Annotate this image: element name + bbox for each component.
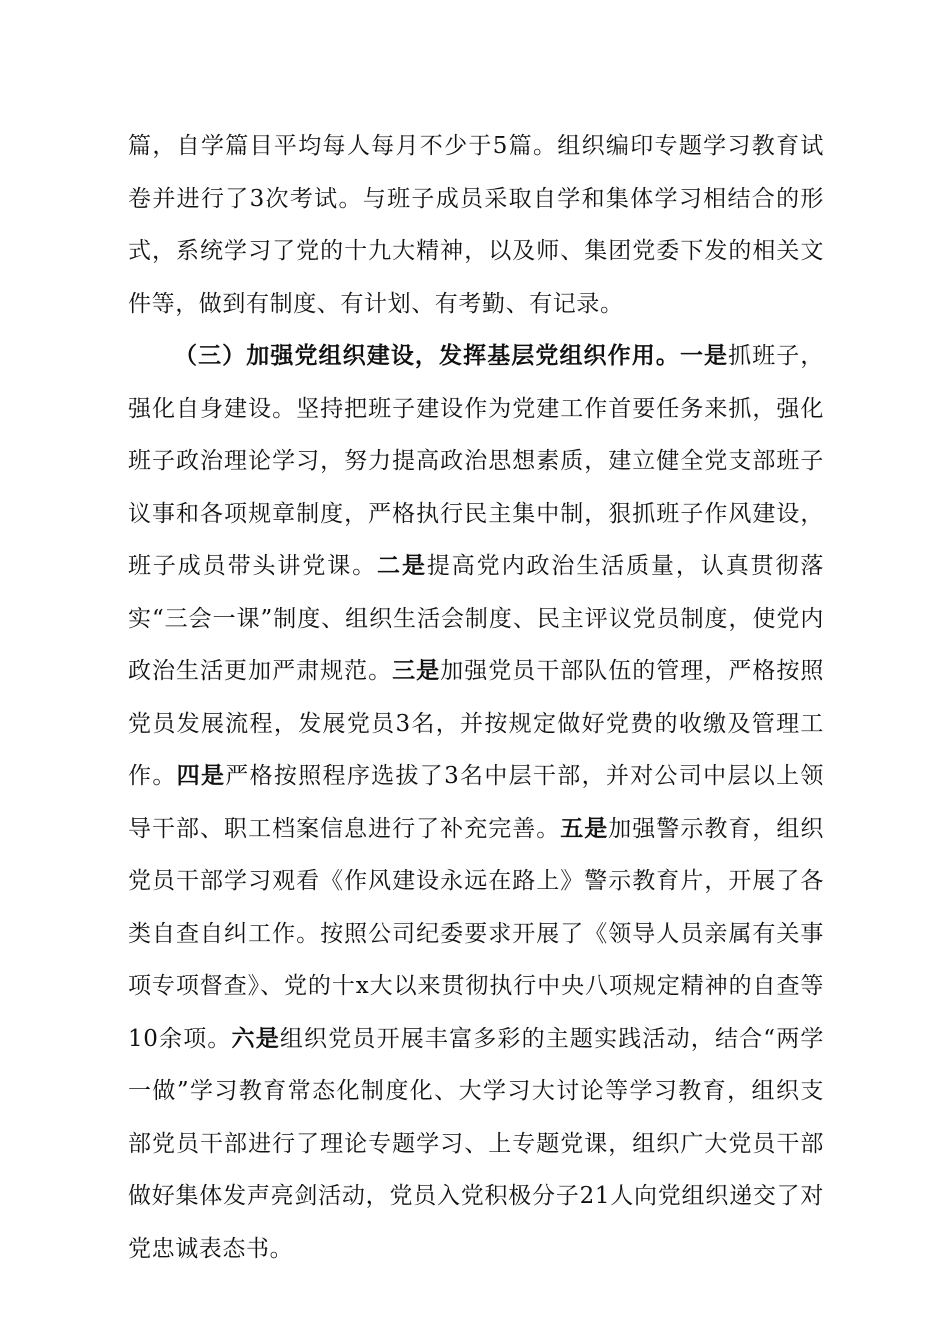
item-text-3: 加强党员干部队伍的管理，严格按照党员发展流程，发展党员3名，并按规定做好党费的收缴及管理工作。 <box>128 658 824 789</box>
section-heading: （三）加强党组织建设，发挥基层党组织作用。 <box>174 342 680 369</box>
item-marker-4: 四是 <box>176 762 226 789</box>
item-text-6: 组织党员开展丰富多彩的主题实践活动，结合“两学一做”学习教育常态化制度化、大学习大讨论等学习教育，组织支部党员干部进行了理论专题学习、上专题党课，组织广大党员干部做好集体发声亮剑活动，党员入党积极分子21人向党组织递交了对党忠诚表态书。 <box>128 1025 824 1262</box>
item-marker-2: 二是 <box>377 552 427 579</box>
document-body <box>128 120 824 1275</box>
item-marker-3: 三是 <box>392 657 441 684</box>
item-text-4: 严格按照程序选拔了3名中层干部，并对公司中层以上领导干部、职工档案信息进行了补充完善。 <box>128 763 825 842</box>
paragraph-party-organization <box>128 330 824 1275</box>
item-text-1: 抓班子，强化自身建设。坚持把班子建设作为党建工作首要任务来抓，强化班子政治理论学习，努力提高政治思想素质，建立健全党支部班子议事和各项规章制度，严格执行民主集中制，狠抓班子作风建设，班子成员带头讲党课。 <box>128 343 824 579</box>
item-marker-6: 六是 <box>231 1024 280 1052</box>
paragraph-study <box>128 120 824 330</box>
item-text-2: 提高党内政治生活质量，认真贯彻落实“三会一课”制度、组织生活会制度、民主评议党员制度，使党内政治生活更加严肃规范。 <box>128 553 825 684</box>
paragraph-text: 篇，自学篇目平均每人每月不少于5篇。组织编印专题学习教育试卷并进行了3次考试。与班子成员采取自学和集体学习相结合的形式，系统学习了党的十九大精神，以及师、集团党委下发的相关文件等，做到有制度、有计划、有考勤、有记录。 <box>128 133 824 317</box>
item-marker-1: 一是 <box>679 342 729 369</box>
item-marker-5: 五是 <box>560 814 609 842</box>
item-text-5: 加强警示教育，组织党员干部学习观看《作风建设永远在路上》警示教育片，开展了各类自查自纠工作。按照公司纪委要求开展了《领导人员亲属有关事项专项督查》、党的十x大以来贯彻执行中央八项规定精神的自查等10余项。 <box>128 815 824 1052</box>
